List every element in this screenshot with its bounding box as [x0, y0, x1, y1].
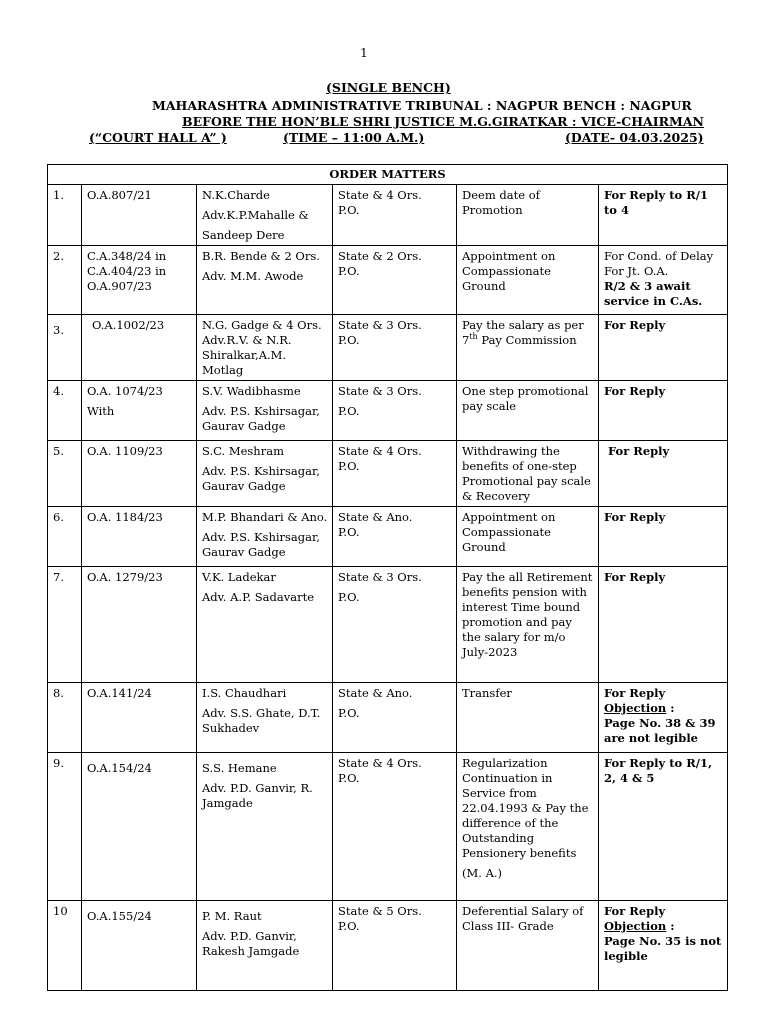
remarks: For Reply Objection : Page No. 35 is not legible [599, 901, 728, 991]
case-number: O.A. 1279/23 [82, 567, 197, 683]
subject: Deem date of Promotion [457, 185, 599, 246]
applicant-advocate: M.P. Bhandari & Ano. Adv. P.S. Kshirsagar, Gaurav Gadge [197, 507, 333, 567]
remarks: For Reply to R/1, 2, 4 & 5 [599, 753, 728, 901]
remarks: For Reply [599, 381, 728, 441]
hearing-date: (DATE- 04.03.2025) [565, 130, 704, 145]
case-number: C.A.348/24 in C.A.404/23 in O.A.907/23 [82, 246, 197, 315]
before-line [182, 114, 704, 130]
subject: Withdrawing the benefits of one-step Promotional pay scale & Recovery [457, 441, 599, 507]
applicant-advocate: N.G. Gadge & 4 Ors. Adv.R.V. & N.R. Shiralkar,A.M. Motlag [197, 315, 333, 381]
subject: One step promotional pay scale [457, 381, 599, 441]
respondents: State & 4 Ors. P.O. [333, 441, 457, 507]
table-row [48, 901, 728, 991]
serial-no: 6. [48, 507, 82, 567]
applicant-advocate: I.S. Chaudhari Adv. S.S. Ghate, D.T. Sukhadev [197, 683, 333, 753]
respondents: State & Ano. P.O. [333, 507, 457, 567]
subject: Pay the all Retirement benefits pension with interest Time bound promotion and pay the salary for m/o July-2023 [457, 567, 599, 683]
table-row [48, 683, 728, 753]
serial-no: 2. [48, 246, 82, 315]
table-title: ORDER MATTERS [48, 165, 728, 185]
case-number: O.A. 1184/23 [82, 507, 197, 567]
table-row [48, 441, 728, 507]
serial-no: 8. [48, 683, 82, 753]
remarks: For Reply [599, 567, 728, 683]
subject: Deferential Salary of Class III- Grade [457, 901, 599, 991]
case-number: O.A. 1109/23 [82, 441, 197, 507]
table-row [48, 381, 728, 441]
applicant-advocate: S.C. Meshram Adv. P.S. Kshirsagar, Gaurav Gadge [197, 441, 333, 507]
case-number: O.A.1002/23 [82, 315, 197, 381]
respondents: State & 3 Ors. P.O. [333, 567, 457, 683]
respondents: State & 3 Ors. P.O. [333, 381, 457, 441]
remarks: For Reply [599, 441, 728, 507]
case-number: O.A.155/24 [82, 901, 197, 991]
remarks: For Reply to R/1 to 4 [599, 185, 728, 246]
order-matters-table [47, 164, 728, 991]
respondents: State & 4 Ors. P.O. [333, 185, 457, 246]
respondents: State & 5 Ors. P.O. [333, 901, 457, 991]
remarks: For Reply [599, 315, 728, 381]
case-number: O.A.154/24 [82, 753, 197, 901]
objection-text: Page No. 38 & 39 are not legible [604, 716, 716, 745]
objection-text: Page No. 35 is not legible [604, 934, 722, 963]
applicant-advocate: N.K.Charde Adv.K.P.Mahalle & Sandeep Dere [197, 185, 333, 246]
court-hall: (“COURT HALL A” ) [89, 130, 227, 145]
table-row [48, 315, 728, 381]
case-number: O.A.141/24 [82, 683, 197, 753]
respondents: State & Ano. P.O. [333, 683, 457, 753]
respondents: State & 2 Ors. P.O. [333, 246, 457, 315]
case-number: O.A. 1074/23 With [82, 381, 197, 441]
table-row [48, 753, 728, 901]
subject: Transfer [457, 683, 599, 753]
applicant-advocate: V.K. Ladekar Adv. A.P. Sadavarte [197, 567, 333, 683]
applicant-advocate: S.S. Hemane Adv. P.D. Ganvir, R. Jamgade [197, 753, 333, 901]
page-number: 1 [360, 46, 368, 60]
serial-no: 7. [48, 567, 82, 683]
table-row [48, 507, 728, 567]
tribunal-line: MAHARASHTRA ADMINISTRATIVE TRIBUNAL : NAGPUR BENCH : NAGPUR [152, 98, 692, 113]
objection-label: Objection [604, 919, 667, 933]
serial-no: 3. [48, 315, 82, 381]
remarks: For Cond. of Delay For Jt. O.A. R/2 & 3 await service in C.As. [599, 246, 728, 315]
serial-no: 4. [48, 381, 82, 441]
applicant-advocate: P. M. Raut Adv. P.D. Ganvir, Rakesh Jamgade [197, 901, 333, 991]
case-number: O.A.807/21 [82, 185, 197, 246]
applicant-advocate: B.R. Bende & 2 Ors. Adv. M.M. Awode [197, 246, 333, 315]
objection-label: Objection [604, 701, 667, 715]
respondents: State & 3 Ors. P.O. [333, 315, 457, 381]
before-prefix: BEFORE [182, 114, 242, 129]
bench-type: (SINGLE BENCH) [326, 80, 451, 95]
hearing-time: (TIME – 11:00 A.M.) [283, 130, 425, 145]
applicant-advocate: S.V. Wadibhasme Adv. P.S. Kshirsagar, Gaurav Gadge [197, 381, 333, 441]
serial-no: 10 [48, 901, 82, 991]
subject: Pay the salary as per 7th Pay Commission [457, 315, 599, 381]
remarks: For Reply Objection : Page No. 38 & 39 are not legible [599, 683, 728, 753]
serial-no: 1. [48, 185, 82, 246]
serial-no: 5. [48, 441, 82, 507]
table-row [48, 567, 728, 683]
subject: Appointment on Compassionate Ground [457, 246, 599, 315]
table-row [48, 185, 728, 246]
serial-no: 9. [48, 753, 82, 901]
subject: Regularization Continuation in Service from 22.04.1993 & Pay the difference of the Outstanding Pensionery benefits (M. A.) [457, 753, 599, 901]
justice-name: THE HON’BLE SHRI JUSTICE M.G.GIRATKAR : VICE-CHAIRMAN [246, 114, 704, 129]
remarks: For Reply [599, 507, 728, 567]
table-row [48, 246, 728, 315]
subject: Appointment on Compassionate Ground [457, 507, 599, 567]
respondents: State & 4 Ors. P.O. [333, 753, 457, 901]
